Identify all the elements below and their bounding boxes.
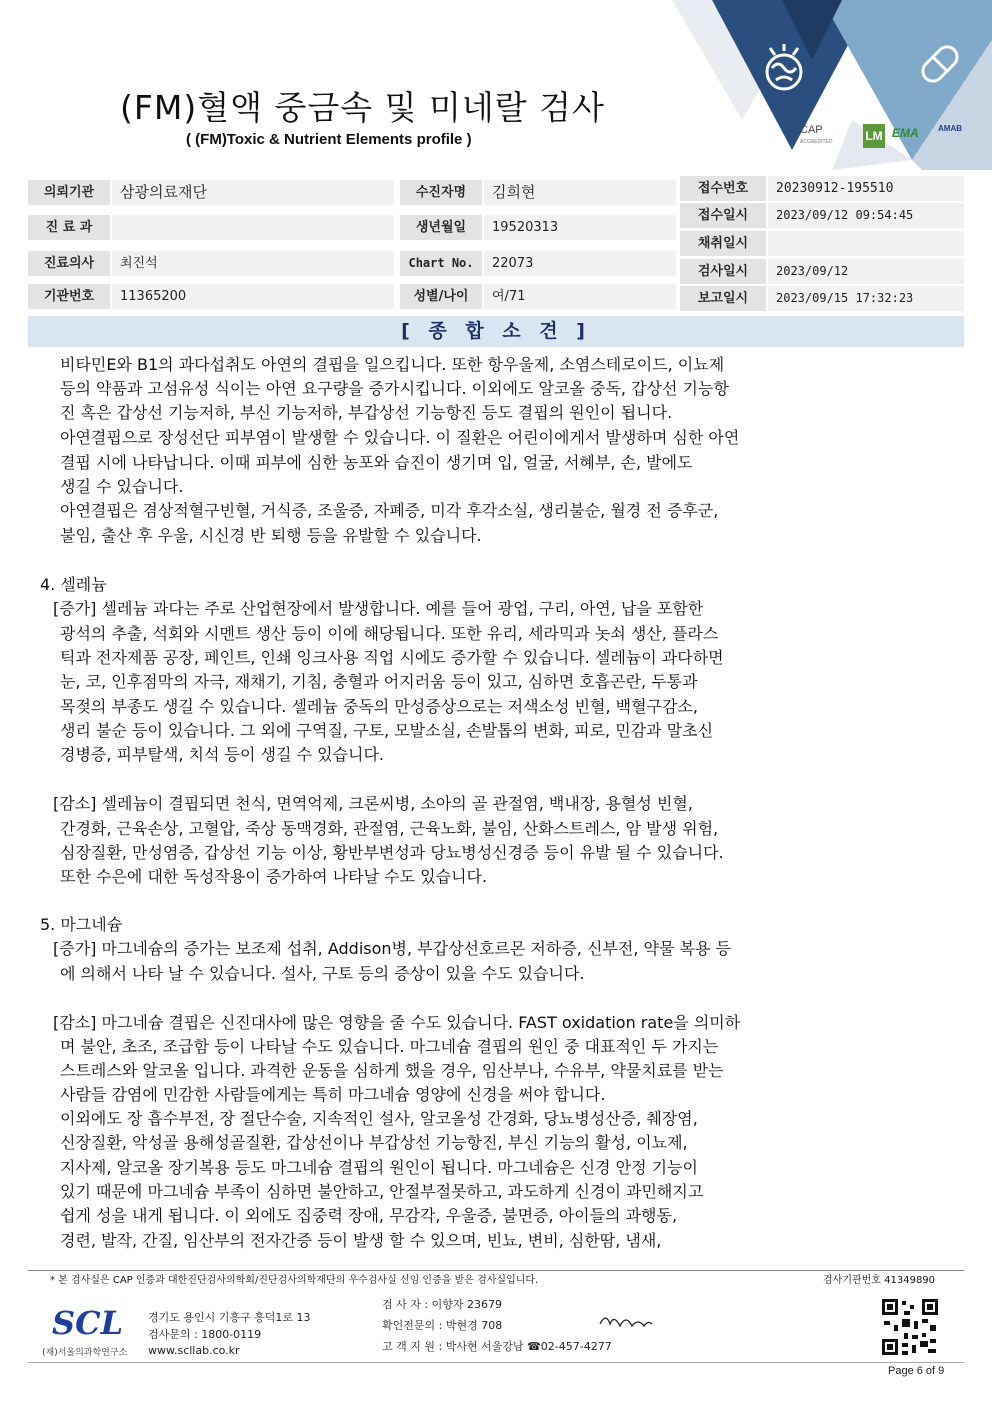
collect-value <box>768 231 964 256</box>
page-number: Page 6 of 9 <box>888 1365 945 1377</box>
report-title: (FM)혈액 중금속 및 미네랄 검사 <box>120 88 605 127</box>
org-website[interactable]: www.scllab.co.kr <box>148 1344 240 1357</box>
body-line: 신장질환, 악성골 용해성골질환, 갑상선이나 부갑상선 기능항진, 부신 기능의 활성, 이뇨제, <box>60 1133 688 1152</box>
body-line: [감소] 마그네슘 결핍은 신진대사에 많은 영향을 줄 수도 있습니다. FAST oxidation rate을 의미하 <box>53 1013 741 1032</box>
body-line: 에 의해서 나타 날 수 있습니다. 설사, 구토 등의 증상이 있을 수도 있습니다. <box>60 964 585 983</box>
inst-no-value: 11365200 <box>112 284 394 309</box>
body-line: [감소] 셀레늄이 결핍되면 천식, 면역억제, 크론씨병, 소아의 골 관절염, 백내장, 용혈성 빈혈, <box>53 794 693 813</box>
reviewer-signature <box>596 1308 656 1332</box>
section-heading-magnesium: 5. 마그네슘 <box>40 915 123 934</box>
body-line: 있기 때문에 마그네슘 부족이 심하면 불안하고, 안절부절못하고, 과도하게 신경이 과민해지고 <box>60 1182 704 1201</box>
body-line: 며 불안, 초조, 조급함 등이 나타날 수도 있습니다. 마그네슘 결핍의 원인 중 대표적인 두 가지는 <box>60 1037 719 1056</box>
patient-info-table <box>28 176 964 310</box>
body-line: 비타민E와 B1의 과다섭취도 아연의 결핍을 일으킵니다. 또한 항우울제, 소염스테로이드, 이뇨제 <box>60 355 725 374</box>
test-date-label: 검사일시 <box>680 259 766 284</box>
body-line: 생길 수 있습니다. <box>60 477 184 496</box>
sex-age-value: 여/71 <box>484 284 676 309</box>
inst-no-label: 기관번호 <box>28 284 110 309</box>
sex-age-label: 성별/나이 <box>400 284 482 309</box>
dept-value <box>112 215 394 240</box>
dept-label: 진 료 과 <box>28 215 110 240</box>
org-phone: 검사문의 : 1800-0119 <box>148 1328 262 1341</box>
reviewer-info: 확인전문의 : 박현경 708 <box>382 1319 503 1332</box>
body-line: 간경화, 근육손상, 고혈압, 죽상 동맥경화, 관절염, 근육노화, 불임, 산화스트레스, 암 발생 위험, <box>60 819 719 838</box>
receipt-no-value: 20230912-195510 <box>768 176 964 201</box>
body-line: 지사제, 알코올 장기복용 등도 마그네슘 결핍의 원인이 됩니다. 마그네슘은 신경 안정 기능이 <box>60 1158 698 1177</box>
chart-label: Chart No. <box>400 251 482 276</box>
scl-logo: SCL <box>52 1304 124 1342</box>
birth-label: 생년월일 <box>400 215 482 240</box>
summary-title: [ 종 합 소 견 ] <box>401 320 591 342</box>
doctor-label: 진료의사 <box>28 251 110 276</box>
section-heading-selenium: 4. 셀레늄 <box>40 575 107 594</box>
tester-info: 검 사 자 : 이향자 23679 <box>382 1298 502 1311</box>
body-line: 광석의 추출, 석회와 시멘트 생산 등이 이에 해당됩니다. 또한 유리, 세라믹과 놋쇠 생산, 플라스 <box>60 624 719 643</box>
accreditation-logos <box>800 124 970 152</box>
collect-label: 채취일시 <box>680 231 766 256</box>
cap-logo: CAP <box>800 124 823 136</box>
chart-value: 22073 <box>484 251 676 276</box>
receipt-date-label: 접수일시 <box>680 203 766 228</box>
body-line: [증가] 셀레늄 과다는 주로 산업현장에서 발생합니다. 예를 들어 광업, 구리, 아연, 납을 포함한 <box>53 599 704 618</box>
patient-label: 수진자명 <box>400 180 482 205</box>
report-date-value: 2023/09/15 17:32:23 <box>768 286 964 311</box>
support-info: 고 객 지 원 : 박사현 서울강남 ☎02-457-4277 <box>382 1340 612 1353</box>
body-line: [증가] 마그네슘의 증가는 보조제 섭취, Addison병, 부갑상선호르몬 저하증, 신부전, 약물 복용 등 <box>53 939 731 958</box>
birth-value: 19520313 <box>484 215 676 240</box>
body-line: 사람들 감염에 민감한 사람들에게는 특히 마그네슘 영양에 신경을 써야 합니다. <box>60 1085 606 1104</box>
test-date-value: 2023/09/12 <box>768 259 964 284</box>
org-address: 경기도 용인시 기흥구 흥덕1로 13 <box>148 1311 311 1324</box>
body-line: 아연결핍은 겸상적혈구빈혈, 거식증, 조울증, 자폐증, 미각 후각소실, 생리불순, 월경 전 증후군, <box>60 501 719 520</box>
body-line: 틱과 전자제품 공장, 페인트, 인쇄 잉크사용 직업 시에도 증가할 수 있습니다. 셀레늄이 과다하면 <box>60 648 724 667</box>
body-line: 진 혹은 갑상선 기능저하, 부신 기능저하, 부갑상선 기능항진 등도 결핍의 원인이 됩니다. <box>60 403 673 422</box>
body-line: 불임, 출산 후 우울, 시신경 반 퇴행 등을 유발할 수 있습니다. <box>60 526 482 545</box>
institution-number: 검사기관번호 41349890 <box>823 1275 936 1286</box>
body-line: 스트레스와 알코올 입니다. 과격한 운동을 심하게 했을 경우, 임산부나, 수유부, 약물치료를 받는 <box>60 1061 724 1080</box>
body-line: 경병증, 피부탈색, 치석 등이 생길 수 있습니다. <box>60 745 384 764</box>
receipt-no-label: 접수번호 <box>680 176 766 201</box>
body-line: 등의 약품과 고섬유성 식이는 아연 요구량을 증가시킵니다. 이외에도 알코올 중독, 갑상선 기능항 <box>60 379 729 398</box>
receipt-date-value: 2023/09/12 09:54:45 <box>768 203 964 228</box>
body-line: 심장질환, 만성염증, 갑상선 기능 이상, 황반부변성과 당뇨병성신경증 등이 유발 될 수 있습니다. <box>60 843 724 862</box>
institution-value: 삼광의료재단 <box>112 180 394 205</box>
accreditation-notice: * 본 검사실은 CAP 인증과 대한진단검사의학회/진단검사의학재단의 우수검사실 신임 인증을 받은 검사실입니다. <box>50 1275 539 1286</box>
org-name: (재)서울의과학연구소 <box>42 1348 128 1358</box>
body-line: 아연결핍으로 장성선단 피부염이 발생할 수 있습니다. 이 질환은 어린이에게서 발생하며 심한 아연 <box>60 428 740 447</box>
body-line: 생리 불순 등이 있습니다. 그 외에 구역질, 구토, 모발소실, 손발톱의 변화, 피로, 민감과 말초신 <box>60 721 714 740</box>
patient-value: 김희현 <box>484 180 676 205</box>
body-line: 눈, 코, 인후점막의 자극, 재채기, 기침, 충혈과 어지러움 등이 있고, 심하면 호흡곤란, 두통과 <box>60 672 698 691</box>
qr-code-icon <box>882 1299 938 1355</box>
institution-label: 의뢰기관 <box>28 180 110 205</box>
summary-heading <box>28 316 964 347</box>
report-date-label: 보고일시 <box>680 286 766 311</box>
amab-logo: AMAB <box>938 124 962 133</box>
body-line: 이외에도 장 흡수부전, 장 절단수술, 지속적인 설사, 알코올성 간경화, 당뇨병성산증, 췌장염, <box>60 1109 698 1128</box>
cap-sub-label: ACCREDITED <box>800 139 833 145</box>
footer-bottom-divider <box>28 1362 964 1363</box>
body-line: 또한 수은에 대한 독성작용이 증가하여 나타날 수도 있습니다. <box>60 867 488 886</box>
report-subtitle: ( (FM)Toxic & Nutrient Elements profile ) <box>186 131 472 148</box>
body-line: 결핍 시에 나타납니다. 이때 피부에 심한 농포와 습진이 생기며 입, 얼굴, 서혜부, 손, 발에도 <box>60 453 693 472</box>
lm-logo: LM <box>863 124 885 148</box>
body-line: 목젖의 부종도 생길 수 있습니다. 셀레늄 중독의 만성증상으로는 저색소성 빈혈, 백혈구감소, <box>60 697 698 716</box>
doctor-value: 최진석 <box>112 251 394 276</box>
ema-logo: EMA <box>892 126 919 140</box>
body-line: 쉽게 성을 내게 됩니다. 이 외에도 집중력 장애, 무감각, 우울증, 불면증, 아이들의 과행동, <box>60 1206 678 1225</box>
body-line: 경련, 발작, 간질, 임산부의 전자간증 등이 발생 할 수 있으며, 빈뇨, 변비, 심한땀, 냄새, <box>60 1231 662 1250</box>
